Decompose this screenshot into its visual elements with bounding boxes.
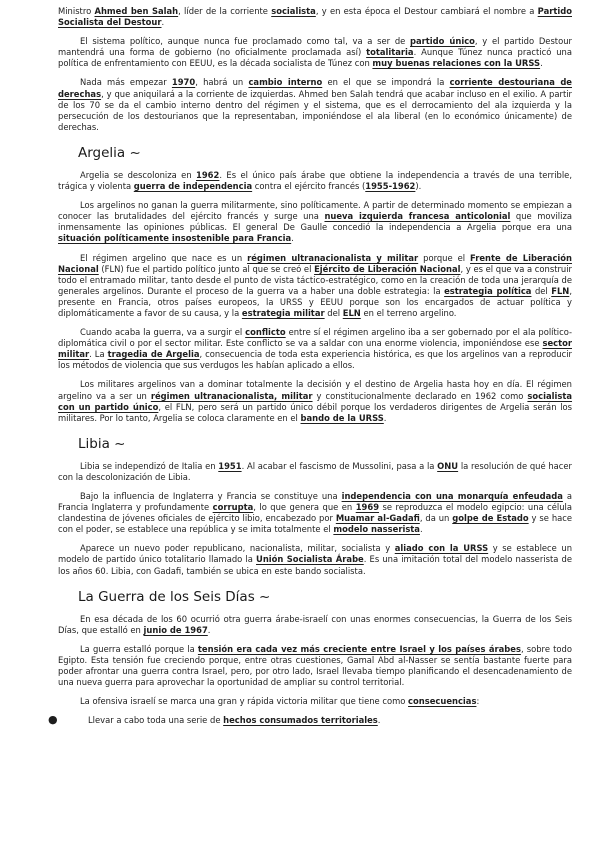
highlighted-term: Ejército de Liberación Nacional (314, 263, 461, 274)
list-item: ● Llevar a cabo toda una serie de hechos consumados territoriales. (48, 713, 381, 727)
highlighted-term: partido único (410, 36, 475, 47)
paragraph: La guerra estalló porque la tensión era cada vez más creciente entre Israel y los países árabes, sobre todo Egipto. Esta tensión fue creciendo porque, entre otras cuestiones, Gamal Abd al-Nasser se sentía bastante fuerte para poder afrontar una guerra contra Israel, pero, por otro lado, Israel llevaba tiempo planificando el desencadenamiento de una nueva guerra para aprovechar la oportunidad de ampliar su control territorial. (58, 643, 572, 688)
highlighted-term: consecuencias (408, 696, 477, 707)
highlighted-term: FLN (551, 285, 570, 296)
highlighted-term: régimen ultranacionalista y militar (247, 252, 419, 263)
highlighted-term: nueva izquierda francesa anticolonial (324, 211, 511, 222)
highlighted-term: modelo nasserista (333, 524, 420, 535)
highlighted-term: estrategia militar (241, 307, 325, 318)
highlighted-term: hechos consumados territoriales (223, 715, 378, 726)
highlighted-term: Partido Socialista del Destour (58, 6, 572, 28)
highlighted-term: corrupta (212, 502, 254, 513)
highlighted-term: Unión Socialista Árabe (256, 554, 364, 565)
highlighted-term: Frente de Liberación Nacional (58, 252, 572, 274)
highlighted-term: ELN (342, 307, 361, 318)
section-heading-argelia: Argelia ~ (78, 144, 141, 161)
highlighted-term: tensión era cada vez más creciente entre Israel y los países árabes (197, 643, 521, 654)
document-body (48, 6, 573, 727)
section-heading-seis-dias: La Guerra de los Seis Días ~ (78, 588, 271, 605)
bullet-icon: ● (48, 713, 58, 727)
highlighted-term: bando de la URSS (300, 412, 384, 423)
highlighted-term: 1970 (171, 77, 196, 88)
highlighted-term: golpe de Estado (452, 513, 529, 524)
highlighted-term: 1962 (196, 169, 220, 180)
paragraph: En esa década de los 60 ocurrió otra guerra árabe-israelí con unas enormes consecuencias, la Guerra de los Seis Días, que estalló en junio de 1967. (58, 613, 572, 635)
paragraph: Bajo la influencia de Inglaterra y Francia se constituye una independencia con una monarquía enfeudada a Francia Inglaterra y profundamente corrupta, lo que genera que en 1969 se reproduzca el modelo egipcio: una célula clandestina de jóvenes oficiales de ejército libio, encabezado por Muamar al-Gadafi, da un golpe de Estado y se hace con el poder, se establece una república y se imita totalmente el modelo nasserista. (58, 491, 573, 535)
highlighted-term: 1969 (355, 502, 380, 513)
paragraph: Aparece un nuevo poder republicano, nacionalista, militar, socialista y aliado con la URSS y se establece un modelo de partido único totalitario llamado la Unión Socialista Árabe. Es una imitación total del modelo nasserista de los años 60. Libia, con Gadafi, también se ubica en este bando socialista. (58, 543, 572, 576)
paragraph: Nada más empezar 1970, habrá un cambio interno en el que se impondrá la corriente destouriana de derechas, y que aniquilará a la corriente de izquierdas. Ahmed ben Salah tendrá que acabar incluso en el exilio. A partir de los 70 se da el cambio interno dentro del régimen y el sistema, que es el derrocamiento del ala izquierda y la persecución de los destourianos que la representaban, imponiéndose el ala liberal (en lo económico únicamente) de derechas. (58, 77, 572, 132)
highlighted-term: 1955-1962 (365, 181, 416, 192)
paragraph: Los militares argelinos van a dominar totalmente la decisión y el destino de Argelia hasta hoy en día. El régimen argelino va a ser un régimen ultranacionalista, militar y constitucionalmente declarado en 1962 como socialista con un partido único, el FLN, pero será un partido único débil porque los verdaderos dirigentes de Argelia serán los militares. Por lo tanto, Argelia se coloca claramente en el bando de la URSS. (58, 379, 573, 423)
highlighted-term: independencia con una monarquía enfeudada (341, 491, 563, 501)
paragraph: La ofensiva israelí se marca una gran y rápida victoria militar que tiene como consecuencias: (80, 696, 480, 707)
paragraph: El sistema político, aunque nunca fue proclamado como tal, va a ser de partido único, y el partido Destour mantendrá una forma de gobierno (no oficialmente proclamada así) totalitaria. Aunque Túnez nunca practicó una política de enfrentamiento con EEUU, es la década socialista de Túnez con muy buenas relaciones con la URSS. (58, 36, 572, 69)
highlighted-term: socialista con un partido único (58, 390, 573, 412)
highlighted-term: conflicto (245, 327, 286, 338)
highlighted-term: situación políticamente insostenible para Francia (58, 233, 292, 244)
highlighted-term: ONU (437, 460, 459, 471)
paragraph: Argelia se descoloniza en 1962. Es el único país árabe que obtiene la independencia a través de una terrible, trágica y violenta guerra de independencia contra el ejército francés (1955-1962). (58, 169, 572, 192)
highlighted-term: aliado con la URSS (394, 543, 489, 554)
highlighted-term: estrategia política (444, 285, 532, 296)
highlighted-term: muy buenas relaciones con la URSS (372, 58, 541, 69)
highlighted-term: 1951 (218, 460, 242, 471)
highlighted-term: régimen ultranacionalista, militar (150, 390, 313, 401)
highlighted-term: tragedia de Argelia (107, 349, 200, 360)
highlighted-term: Ahmed ben Salah (94, 6, 179, 16)
paragraph: Cuando acaba la guerra, va a surgir el conflicto entre sí el régimen argelino iba a ser gobernado por el ala político-diplomática civil o por el sector militar. Este conflicto se va a saldar con una enorme violencia, imponiéndose ese sector militar. La tragedia de Argelia, consecuencia de toda esta experiencia histórica, es que los argelinos van a reproducir los métodos de violencia que sus verdugos les habían aplicado a ellos. (58, 327, 572, 371)
highlighted-term: totalitaria (366, 47, 414, 58)
highlighted-term: socialista (271, 6, 316, 16)
paragraph: Los argelinos no ganan la guerra militarmente, sino políticamente. A partir de determinado momento se empiezan a conocer las brutalidades del ejército francés y surge una nueva izquierda francesa anticolonial que moviliza inmensamente las opiniones públicas. El general De Gaulle concedió la independencia a Argelia porque era una situación políticamente insostenible para Francia. (58, 200, 572, 244)
highlighted-term: Muamar al-Gadafi (335, 513, 420, 524)
paragraph: El régimen argelino que nace es un régimen ultranacionalista y militar porque el Frente de Liberación Nacional (FLN) fue el partido político junto al que se creó el Ejército de Liberación Nacional, y es el que va a construir todo el entramado militar, tanto desde el punto de vista táctico-estratégico, como en la creación de toda una jerarquía de generales argelinos. Durante el proceso de la guerra va a haber una doble estrategia: la estrategia política del FLN, presente en Francia, otros países europeos, la URSS y EEUU porque son los encargados de actuar política y diplomáticamente a favor de su causa, y la estrategia militar del ELN en el terreno argelino. (58, 252, 573, 318)
consequences-list (48, 713, 572, 727)
paragraph: Ministro Ahmed ben Salah, líder de la corriente socialista, y en esta época el Destour cambiará el nombre a Partido Socialista del Destour. (58, 6, 572, 28)
highlighted-term: corriente destouriana de derechas (58, 77, 572, 99)
paragraph: Libia se independizó de Italia en 1951. Al acabar el fascismo de Mussolini, pasa a la ONU la resolución de qué hacer con la descolonización de Libia. (58, 460, 572, 482)
highlighted-term: cambio interno (248, 77, 323, 88)
highlighted-term: guerra de independencia (133, 181, 253, 192)
section-heading-libia: Libia ~ (78, 435, 126, 452)
highlighted-term: sector militar (58, 338, 572, 360)
highlighted-term: junio de 1967 (143, 624, 208, 635)
